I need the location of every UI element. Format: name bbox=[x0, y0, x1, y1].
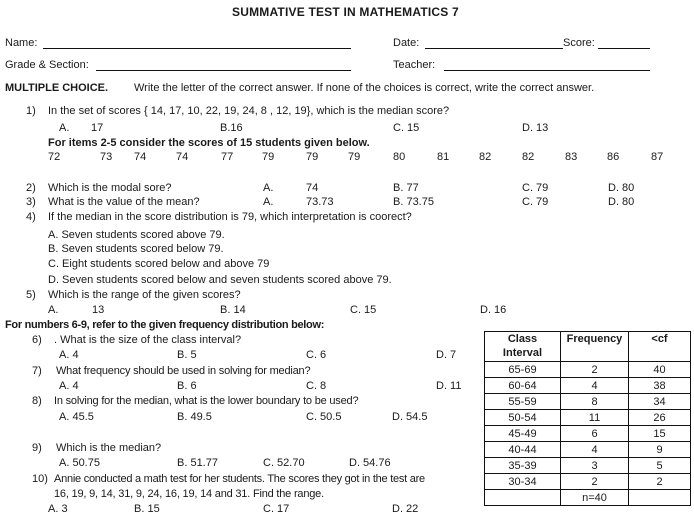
grade-section-field[interactable] bbox=[96, 70, 351, 71]
score-value: 73 bbox=[100, 151, 113, 163]
q2-choice-d: D. 80 bbox=[608, 182, 635, 194]
q7-choice-c: C. 8 bbox=[306, 380, 327, 392]
q4-choice-d: D. Seven students scored below and seven students scored above 79. bbox=[48, 274, 392, 286]
q6-choice-a: A. 4 bbox=[59, 349, 79, 361]
q3-choice-a-label: A. bbox=[263, 196, 274, 208]
score-value: 86 bbox=[607, 151, 620, 163]
class-interval-cell: 55-59 bbox=[485, 394, 561, 410]
empty-cell bbox=[629, 490, 691, 506]
cf-cell: 40 bbox=[629, 362, 691, 378]
items-6-9-intro: For numbers 6-9, refer to the given frequency distribution below: bbox=[5, 319, 325, 331]
score-value: 82 bbox=[479, 151, 492, 163]
q5-choice-a: 13 bbox=[92, 304, 105, 316]
frequency-cell: 11 bbox=[561, 410, 629, 426]
q9-choice-b: B. 51.77 bbox=[177, 457, 218, 469]
q1-choice-c: C. 15 bbox=[393, 122, 420, 134]
q8-choice-a: A. 45.5 bbox=[59, 411, 94, 423]
q4-choice-c: C. Eight students scored below and above 79 bbox=[48, 258, 270, 270]
header-class-interval bbox=[485, 332, 561, 362]
frequency-distribution-table bbox=[484, 331, 691, 506]
score-value: 79 bbox=[348, 151, 361, 163]
q8-text: In solving for the median, what is the lower boundary to be used? bbox=[54, 395, 359, 407]
q7-choice-d: D. 11 bbox=[436, 380, 462, 392]
table-row bbox=[485, 362, 691, 378]
class-interval-cell: 40-44 bbox=[485, 442, 561, 458]
q10-choice-b: B. 15 bbox=[134, 503, 160, 515]
q2-choice-c: C. 79 bbox=[522, 182, 549, 194]
q6-choice-b: B. 5 bbox=[177, 349, 197, 361]
score-label: Score: bbox=[563, 37, 595, 49]
q2-choice-a-label: A. bbox=[263, 182, 274, 194]
q5-text: Which is the range of the given scores? bbox=[48, 289, 241, 301]
score-value: 74 bbox=[134, 151, 147, 163]
q4-number: 4) bbox=[26, 211, 36, 223]
q3-choice-d: D. 80 bbox=[608, 196, 635, 208]
q7-choice-b: B. 6 bbox=[177, 380, 197, 392]
items-2-5-intro: For items 2-5 consider the scores of 15 students given below. bbox=[48, 137, 370, 149]
class-interval-cell: 60-64 bbox=[485, 378, 561, 394]
q9-number: 9) bbox=[32, 442, 42, 454]
q3-choice-a: 73.73 bbox=[306, 196, 334, 208]
table-row bbox=[485, 458, 691, 474]
q8-choice-d: D. 54.5 bbox=[392, 411, 428, 423]
table-row bbox=[485, 474, 691, 490]
q1-choice-a: 17 bbox=[91, 122, 104, 134]
name-label: Name: bbox=[5, 37, 38, 49]
class-interval-cell: 50-54 bbox=[485, 410, 561, 426]
class-interval-cell: 65-69 bbox=[485, 362, 561, 378]
header-class-line2: Interval bbox=[502, 347, 543, 359]
frequency-cell: 2 bbox=[561, 362, 629, 378]
cf-cell: 5 bbox=[629, 458, 691, 474]
q10-text-line2: 16, 19, 9, 14, 31, 9, 24, 16, 19, 14 and 31. Find the range. bbox=[54, 488, 324, 500]
teacher-field[interactable] bbox=[444, 70, 650, 71]
q2-number: 2) bbox=[26, 182, 36, 194]
instructions-text: Write the letter of the correct answer. If none of the choices is correct, write the correct answer. bbox=[134, 82, 595, 94]
empty-cell bbox=[485, 490, 561, 506]
frequency-cell: 4 bbox=[561, 378, 629, 394]
grade-section-label: Grade & Section: bbox=[5, 59, 89, 71]
q6-choice-c: C. 6 bbox=[306, 349, 327, 361]
header-cf: <cf bbox=[629, 332, 691, 362]
table-total-row bbox=[485, 490, 691, 506]
class-interval-cell: 45-49 bbox=[485, 426, 561, 442]
q2-choice-b: B. 77 bbox=[393, 182, 419, 194]
table-row bbox=[485, 426, 691, 442]
cf-cell: 34 bbox=[629, 394, 691, 410]
q8-choice-b: B. 49.5 bbox=[177, 411, 212, 423]
class-interval-cell: 35-39 bbox=[485, 458, 561, 474]
q4-choice-a: A. Seven students scored above 79. bbox=[48, 229, 225, 241]
q9-text: Which is the median? bbox=[56, 442, 162, 454]
cf-cell: 2 bbox=[629, 474, 691, 490]
cf-cell: 9 bbox=[629, 442, 691, 458]
q10-text-line1: Annie conducted a math test for her students. The scores they got in the test are bbox=[54, 473, 425, 485]
q3-choice-c: C. 79 bbox=[522, 196, 549, 208]
q2-choice-a: 74 bbox=[306, 182, 319, 194]
q7-number: 7) bbox=[32, 365, 42, 377]
cf-cell: 15 bbox=[629, 426, 691, 442]
frequency-cell: 6 bbox=[561, 426, 629, 442]
q5-choice-d: D. 16 bbox=[480, 304, 507, 316]
table-row bbox=[485, 410, 691, 426]
instructions-heading: MULTIPLE CHOICE. bbox=[5, 82, 109, 94]
header-class-line1: Class bbox=[507, 333, 538, 345]
score-value: 82 bbox=[522, 151, 535, 163]
score-value: 79 bbox=[306, 151, 319, 163]
score-value: 80 bbox=[393, 151, 406, 163]
q10-choice-c: C. 17 bbox=[263, 503, 290, 515]
frequency-cell: 4 bbox=[561, 442, 629, 458]
teacher-label: Teacher: bbox=[393, 59, 436, 71]
score-value: 74 bbox=[176, 151, 189, 163]
score-value: 77 bbox=[221, 151, 234, 163]
total-cell: n=40 bbox=[561, 490, 629, 506]
q10-choice-a: A. 3 bbox=[48, 503, 68, 515]
table-row bbox=[485, 442, 691, 458]
frequency-cell: 3 bbox=[561, 458, 629, 474]
q9-choice-a: A. 50.75 bbox=[59, 457, 100, 469]
table-header-row bbox=[485, 332, 691, 362]
q7-choice-a: A. 4 bbox=[59, 380, 79, 392]
score-value: 87 bbox=[651, 151, 664, 163]
q6-text: . What is the size of the class interval? bbox=[54, 334, 242, 346]
score-value: 79 bbox=[262, 151, 275, 163]
q10-choice-d: D. 22 bbox=[392, 503, 419, 515]
q1-text: In the set of scores { 14, 17, 10, 22, 19, 24, 8 , 12, 19}, which is the median score? bbox=[48, 105, 450, 117]
q1-choice-d: D. 13 bbox=[522, 122, 549, 134]
frequency-cell: 2 bbox=[561, 474, 629, 490]
q9-choice-d: D. 54.76 bbox=[349, 457, 391, 469]
date-label: Date: bbox=[393, 37, 420, 49]
score-value: 83 bbox=[565, 151, 578, 163]
q3-text: What is the value of the mean? bbox=[48, 196, 200, 208]
q4-text: If the median in the score distribution is 79, which interpretation is coorect? bbox=[48, 211, 412, 223]
header-frequency: Frequency bbox=[561, 332, 629, 362]
cf-cell: 26 bbox=[629, 410, 691, 426]
q8-number: 8) bbox=[32, 395, 42, 407]
q2-text: Which is the modal sore? bbox=[48, 182, 172, 194]
q8-choice-c: C. 50.5 bbox=[306, 411, 342, 423]
q5-number: 5) bbox=[26, 289, 36, 301]
q10-number: 10) bbox=[32, 473, 48, 485]
table-row bbox=[485, 378, 691, 394]
frequency-cell: 8 bbox=[561, 394, 629, 410]
q6-choice-d: D. 7 bbox=[436, 349, 457, 361]
q5-choice-c: C. 15 bbox=[350, 304, 377, 316]
date-field[interactable] bbox=[425, 48, 563, 49]
q3-choice-b: B. 73.75 bbox=[393, 196, 434, 208]
score-value: 81 bbox=[437, 151, 450, 163]
q5-choice-a-label: A. bbox=[48, 304, 59, 316]
q1-choice-a-label: A. bbox=[59, 122, 70, 134]
class-interval-cell: 30-34 bbox=[485, 474, 561, 490]
q9-choice-c: C. 52.70 bbox=[263, 457, 305, 469]
q4-choice-b: B. Seven students scored below 79. bbox=[48, 243, 224, 255]
q6-number: 6) bbox=[32, 334, 42, 346]
table-row bbox=[485, 394, 691, 410]
score-value: 72 bbox=[48, 151, 61, 163]
name-field[interactable] bbox=[43, 48, 351, 49]
cf-cell: 38 bbox=[629, 378, 691, 394]
q3-number: 3) bbox=[26, 196, 36, 208]
q7-text: What frequency should be used in solving for median? bbox=[56, 365, 311, 377]
q1-choice-b: B.16 bbox=[220, 122, 243, 134]
score-field[interactable] bbox=[598, 48, 650, 49]
page-title: SUMMATIVE TEST IN MATHEMATICS 7 bbox=[232, 5, 459, 19]
q1-number: 1) bbox=[26, 105, 36, 117]
q5-choice-b: B. 14 bbox=[220, 304, 246, 316]
